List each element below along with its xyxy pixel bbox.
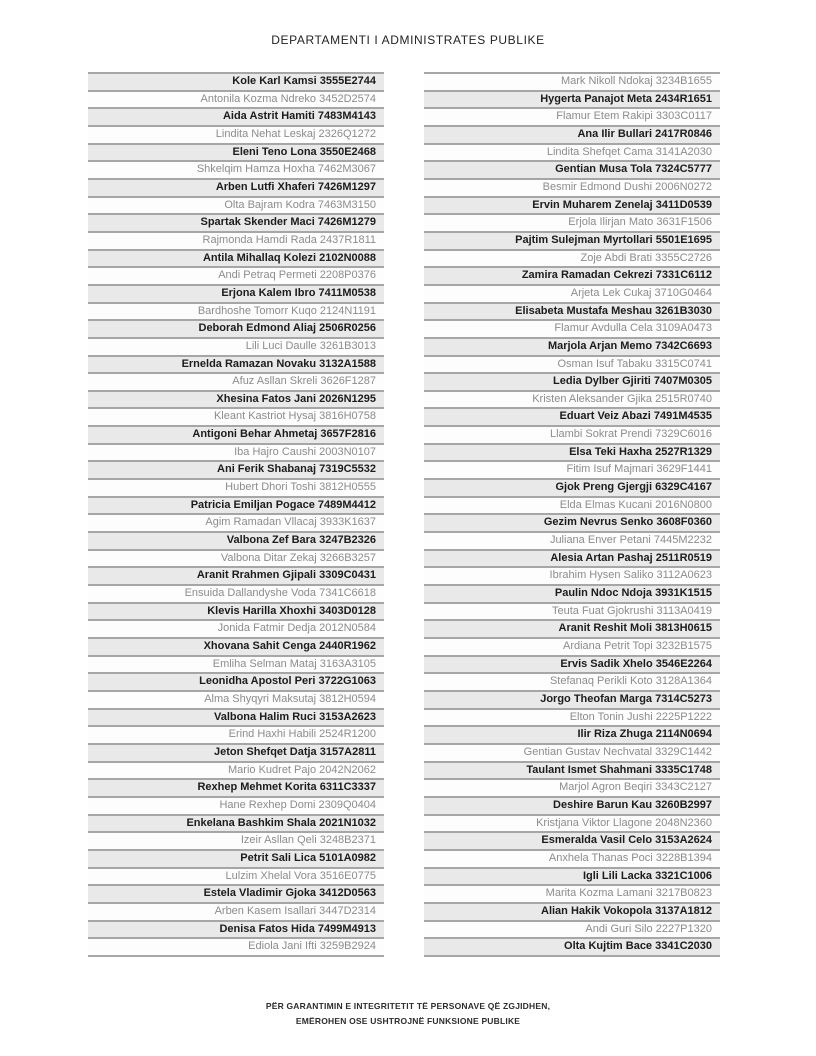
footer-line-1: PËR GARANTIMIN E INTEGRITETIT TË PERSONAVE QË ZGJIDHEN, (265, 1001, 551, 1011)
list-item: Lindita Shefqet Cama 3141A2030 (424, 143, 720, 161)
list-item: Gentian Gustav Nechvatal 3329C1442 (424, 743, 720, 761)
list-item: Hubert Dhori Toshi 3812H0555 (88, 478, 384, 496)
list-item: Elisabeta Mustafa Meshau 3261B3030 (424, 302, 720, 320)
list-item: Ana Ilir Bullari 2417R0846 (424, 125, 720, 143)
list-item: Zoje Abdi Brati 3355C2726 (424, 249, 720, 267)
list-item: Iba Hajro Caushi 2003N0107 (88, 443, 384, 461)
list-item: Olta Kujtim Bace 3341C2030 (424, 937, 720, 955)
list-item: Elton Tonin Jushi 2225P1222 (424, 708, 720, 726)
list-item: Erjola Ilirjan Mato 3631F1506 (424, 213, 720, 231)
list-item: Pajtim Sulejman Myrtollari 5501E1695 (424, 231, 720, 249)
list-item: Bardhoshe Tomorr Kuqo 2124N1191 (88, 302, 384, 320)
footer-line-2: EMËROHEN OSE USHTROJNË FUNKSIONE PUBLIKE (295, 1016, 521, 1026)
list-item: Kole Karl Kamsi 3555E2744 (88, 72, 384, 90)
page-title: DEPARTAMENTI I ADMINISTRATES PUBLIKE (271, 33, 545, 47)
list-item: Anxhela Thanas Poci 3228B1394 (424, 849, 720, 867)
list-item: Lili Luci Daulle 3261B3013 (88, 337, 384, 355)
list-item: Flamur Avdulla Cela 3109A0473 (424, 319, 720, 337)
list-item: Arben Kasem Isallari 3447D2314 (88, 902, 384, 920)
list-item: Jeton Shefqet Datja 3157A2811 (88, 743, 384, 761)
list-item: Mario Kudret Pajo 2042N2062 (88, 761, 384, 779)
list-item: Besmir Edmond Dushi 2006N0272 (424, 178, 720, 196)
list-item: Denisa Fatos Hida 7499M4913 (88, 920, 384, 938)
list-item: Valbona Halim Ruci 3153A2623 (88, 708, 384, 726)
list-item: Arben Lutfi Xhaferi 7426M1297 (88, 178, 384, 196)
list-item: Leonidha Apostol Peri 3722G1063 (88, 672, 384, 690)
list-item: Lulzim Xhelal Vora 3516E0775 (88, 867, 384, 885)
list-item: Olta Bajram Kodra 7463M3150 (88, 196, 384, 214)
list-item: Ani Ferik Shabanaj 7319C5532 (88, 460, 384, 478)
list-item: Antila Mihallaq Kolezi 2102N0088 (88, 249, 384, 267)
list-item: Gentian Musa Tola 7324C5777 (424, 160, 720, 178)
list-item: Flamur Etem Rakipi 3303C0117 (424, 107, 720, 125)
list-item: Deshire Barun Kau 3260B2997 (424, 796, 720, 814)
list-item: Jorgo Theofan Marga 7314C5273 (424, 690, 720, 708)
list-item: Alesia Artan Pashaj 2511R0519 (424, 549, 720, 567)
list-item: Agim Ramadan Vllacaj 3933K1637 (88, 513, 384, 531)
list-item: Emliha Selman Mataj 3163A3105 (88, 655, 384, 673)
list-item: Ervin Muharem Zenelaj 3411D0539 (424, 196, 720, 214)
list-item: Antonila Kozma Ndreko 3452D2574 (88, 90, 384, 108)
list-item: Afuz Asllan Skreli 3626F1287 (88, 372, 384, 390)
list-item: Andi Petraq Permeti 2208P0376 (88, 266, 384, 284)
list-item: Eleni Teno Lona 3550E2468 (88, 143, 384, 161)
list-item: Valbona Zef Bara 3247B2326 (88, 531, 384, 549)
list-item: Xhovana Sahit Cenga 2440R1962 (88, 637, 384, 655)
list-item: Ediola Jani Ifti 3259B2924 (88, 937, 384, 955)
list-item: Ervis Sadik Xhelo 3546E2264 (424, 655, 720, 673)
list-item: Esmeralda Vasil Celo 3153A2624 (424, 831, 720, 849)
list-item: Marjola Arjan Memo 7342C6693 (424, 337, 720, 355)
list-item: Kristjana Viktor Llagone 2048N2360 (424, 814, 720, 832)
list-item: Aranit Reshit Moli 3813H0615 (424, 619, 720, 637)
list-item: Ensuida Dallandyshe Voda 7341C6618 (88, 584, 384, 602)
list-item: Teuta Fuat Gjokrushi 3113A0419 (424, 602, 720, 620)
name-list-right-column (424, 72, 720, 957)
list-item: Enkelana Bashkim Shala 2021N1032 (88, 814, 384, 832)
list-item: Eduart Veiz Abazi 7491M4535 (424, 407, 720, 425)
list-item: Alma Shyqyri Maksutaj 3812H0594 (88, 690, 384, 708)
list-item: Marita Kozma Lamani 3217B0823 (424, 884, 720, 902)
list-item: Andi Guri Silo 2227P1320 (424, 920, 720, 938)
list-item: Spartak Skender Maci 7426M1279 (88, 213, 384, 231)
list-item: Ilir Riza Zhuga 2114N0694 (424, 725, 720, 743)
list-item: Stefanaq Perikli Koto 3128A1364 (424, 672, 720, 690)
list-item: Paulin Ndoc Ndoja 3931K1515 (424, 584, 720, 602)
list-item: Ledia Dylber Gjiriti 7407M0305 (424, 372, 720, 390)
list-item: Marjol Agron Beqiri 3343C2127 (424, 778, 720, 796)
list-item: Erjona Kalem Ibro 7411M0538 (88, 284, 384, 302)
list-item: Arjeta Lek Cukaj 3710G0464 (424, 284, 720, 302)
list-item: Juliana Enver Petani 7445M2232 (424, 531, 720, 549)
list-item: Osman Isuf Tabaku 3315C0741 (424, 355, 720, 373)
list-item: Deborah Edmond Aliaj 2506R0256 (88, 319, 384, 337)
list-item: Izeir Asllan Qeli 3248B2371 (88, 831, 384, 849)
name-list-left-column (88, 72, 384, 957)
list-item: Gezim Nevrus Senko 3608F0360 (424, 513, 720, 531)
list-item: Mark Nikoll Ndokaj 3234B1655 (424, 72, 720, 90)
list-item: Kristen Aleksander Gjika 2515R0740 (424, 390, 720, 408)
list-item: Rexhep Mehmet Korita 6311C3337 (88, 778, 384, 796)
list-item: Igli Lili Lacka 3321C1006 (424, 867, 720, 885)
list-item: Alian Hakik Vokopola 3137A1812 (424, 902, 720, 920)
list-item: Aida Astrit Hamiti 7483M4143 (88, 107, 384, 125)
list-item: Valbona Ditar Zekaj 3266B3257 (88, 549, 384, 567)
footer-note (0, 999, 816, 1029)
list-item: Xhesina Fatos Jani 2026N1295 (88, 390, 384, 408)
list-item: Shkelqim Hamza Hoxha 7462M3067 (88, 160, 384, 178)
list-item: Ernelda Ramazan Novaku 3132A1588 (88, 355, 384, 373)
list-item: Ardiana Petrit Topi 3232B1575 (424, 637, 720, 655)
list-item: Taulant Ismet Shahmani 3335C1748 (424, 761, 720, 779)
list-item: Lindita Nehat Leskaj 2326Q1272 (88, 125, 384, 143)
list-item: Estela Vladimir Gjoka 3412D0563 (88, 884, 384, 902)
list-item: Elda Elmas Kucani 2016N0800 (424, 496, 720, 514)
list-item: Fitim Isuf Majmari 3629F1441 (424, 460, 720, 478)
list-item: Klevis Harilla Xhoxhi 3403D0128 (88, 602, 384, 620)
list-item: Antigoni Behar Ahmetaj 3657F2816 (88, 425, 384, 443)
list-item: Petrit Sali Lica 5101A0982 (88, 849, 384, 867)
list-item: Hane Rexhep Domi 2309Q0404 (88, 796, 384, 814)
list-item: Kleant Kastriot Hysaj 3816H0758 (88, 407, 384, 425)
list-item: Aranit Rrahmen Gjipali 3309C0431 (88, 566, 384, 584)
list-item: Gjok Preng Gjergji 6329C4167 (424, 478, 720, 496)
list-item: Zamira Ramadan Cekrezi 7331C6112 (424, 266, 720, 284)
list-item: Llambi Sokrat Prendi 7329C6016 (424, 425, 720, 443)
list-item: Patricia Emiljan Pogace 7489M4412 (88, 496, 384, 514)
list-item: Hygerta Panajot Meta 2434R1651 (424, 90, 720, 108)
list-item: Elsa Teki Haxha 2527R1329 (424, 443, 720, 461)
list-item: Rajmonda Hamdi Rada 2437R1811 (88, 231, 384, 249)
list-item: Ibrahim Hysen Saliko 3112A0623 (424, 566, 720, 584)
list-item: Jonida Fatmir Dedja 2012N0584 (88, 619, 384, 637)
list-item: Erind Haxhi Habili 2524R1200 (88, 725, 384, 743)
